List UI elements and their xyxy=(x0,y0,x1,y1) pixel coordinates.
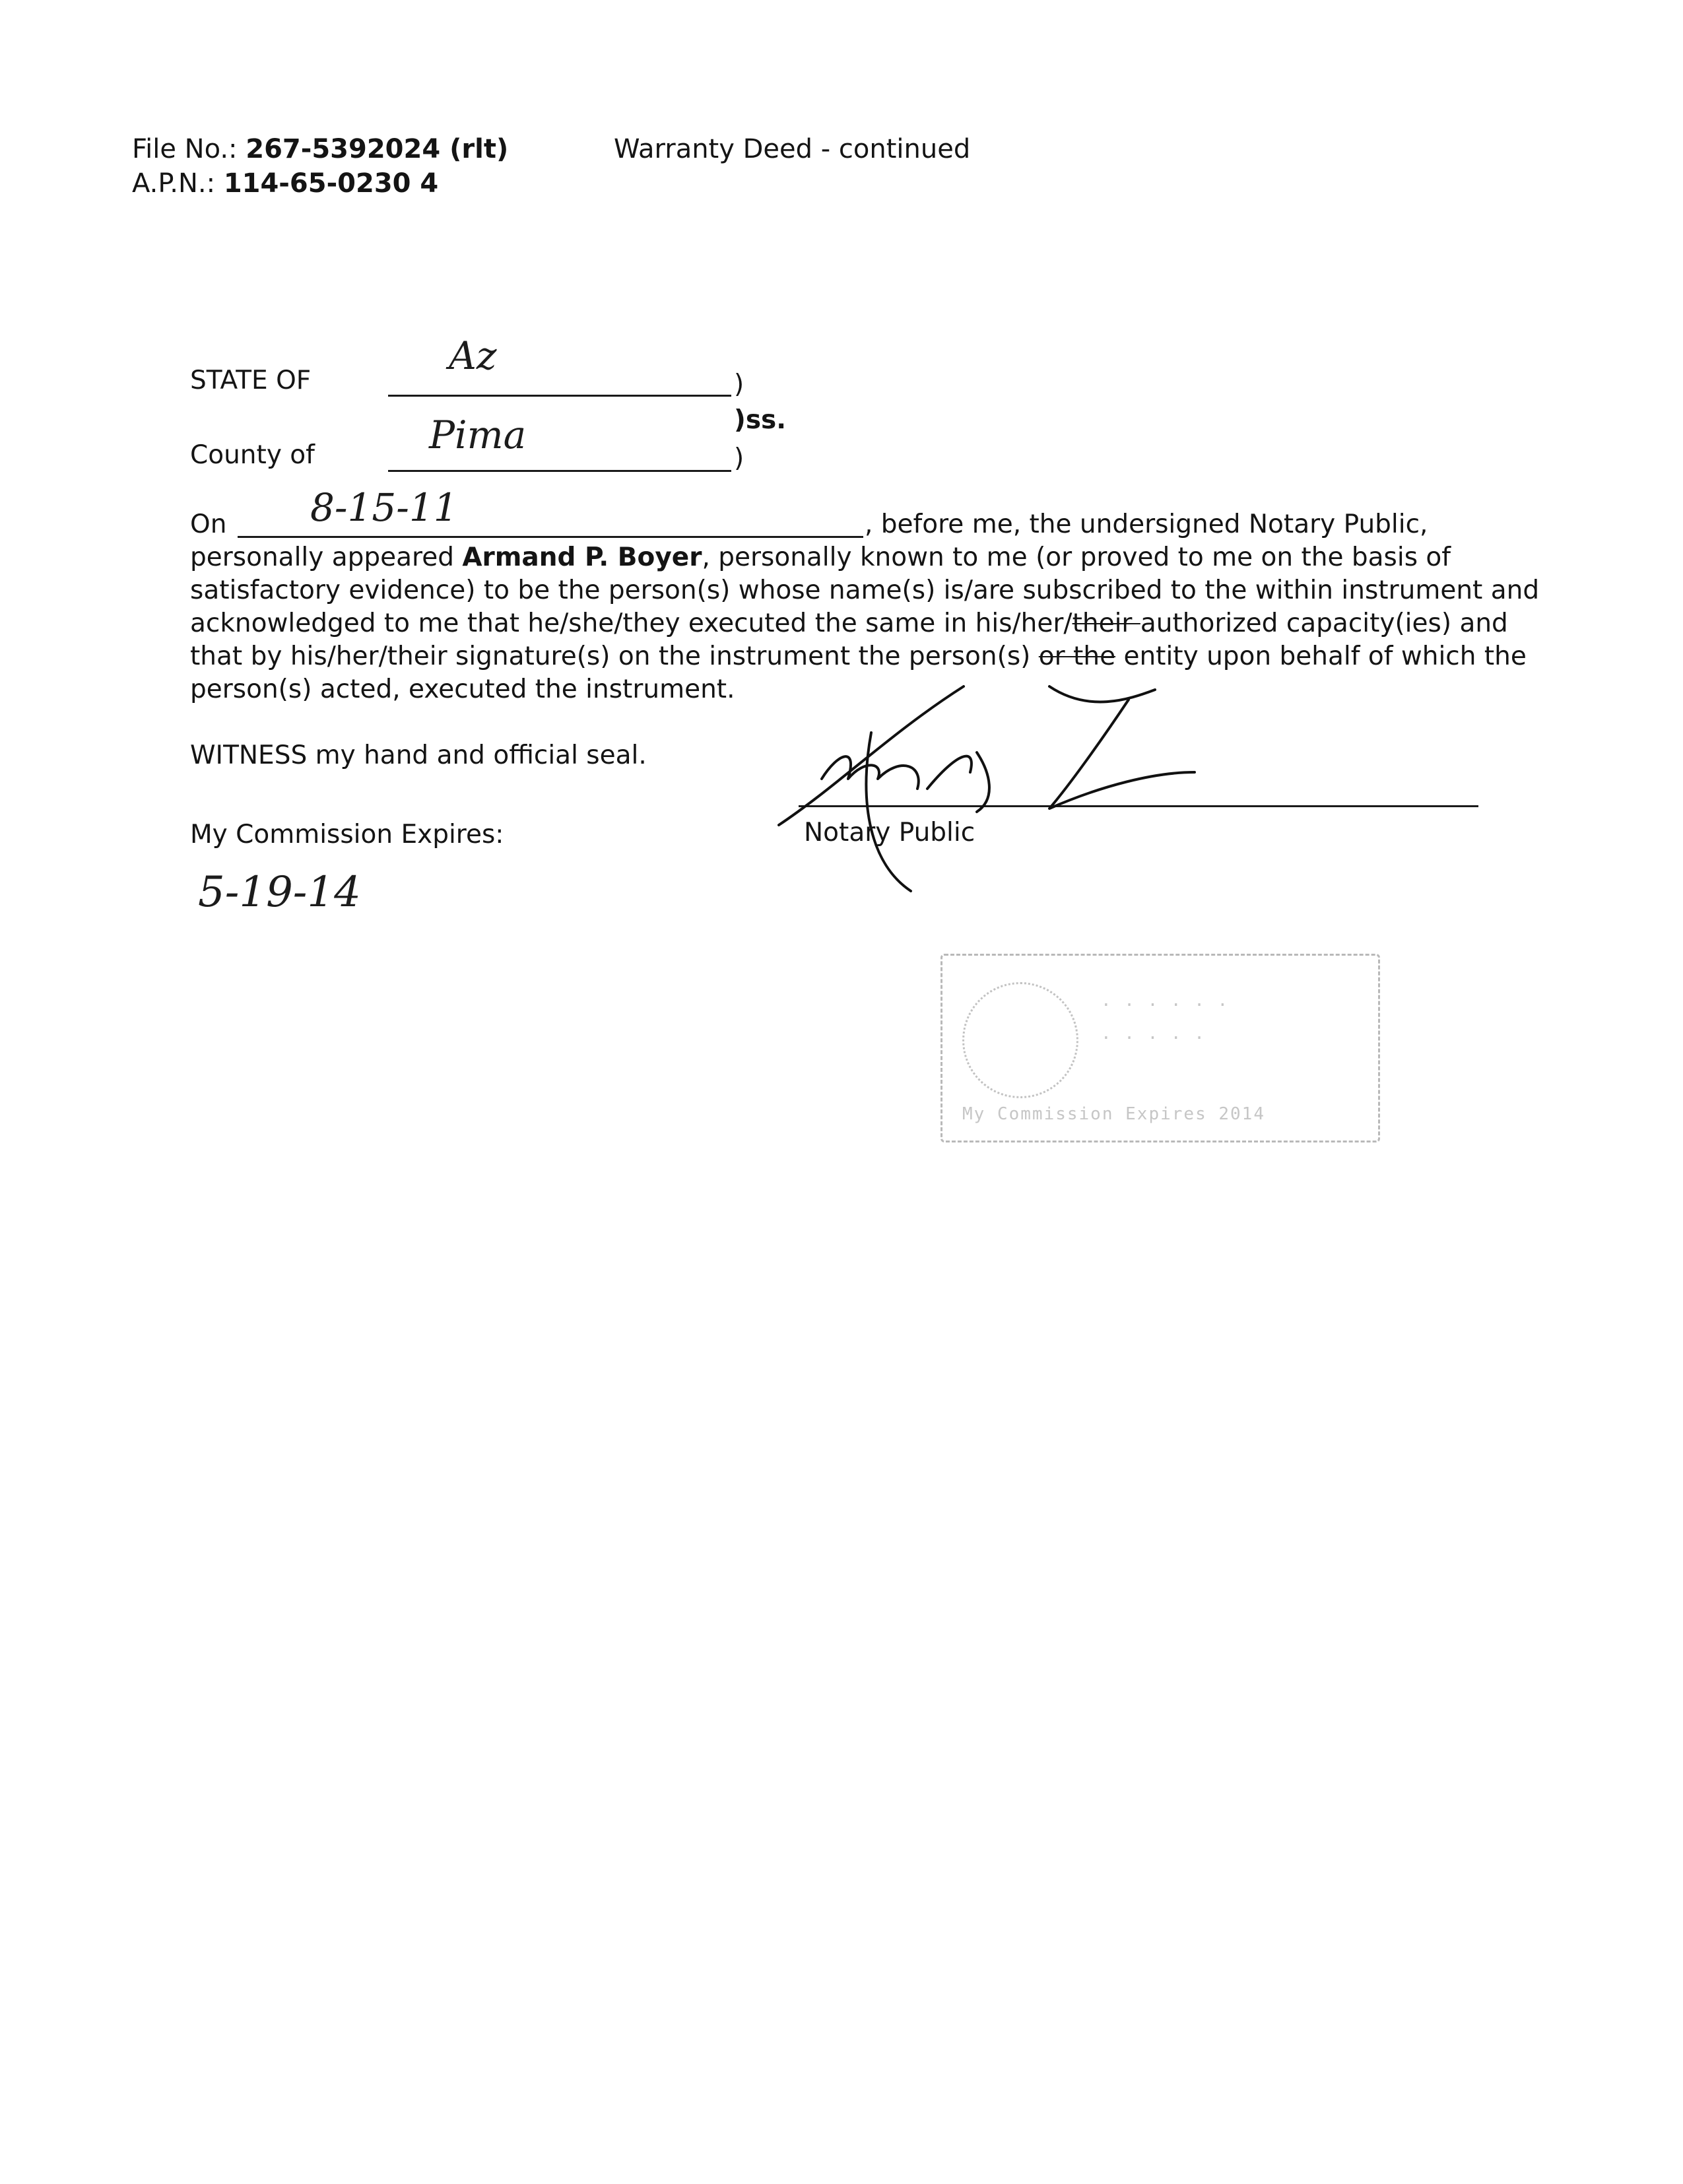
ss-mark: )ss. xyxy=(734,405,787,435)
ack-line-4: acknowledged to me that he/she/they executed the same in his/her/their authorized capacity(ies) and xyxy=(190,609,1508,638)
file-number-line xyxy=(132,132,508,166)
state-paren: ) xyxy=(734,370,744,399)
ack-line-2: personally appeared Armand P. Boyer, personally known to me (or proved to me on the basis of xyxy=(190,543,1451,572)
seal-commission-text: My Commission Expires 2014 xyxy=(962,1104,1265,1124)
apn-line xyxy=(132,166,438,201)
seal-faded-text: · · · · · · xyxy=(1101,995,1230,1015)
ack-line-3: satisfactory evidence) to be the person(s) whose name(s) is/are subscribed to the within instrument and xyxy=(190,576,1540,605)
on-label: On xyxy=(190,510,227,539)
document-title: Warranty Deed - continued xyxy=(614,134,971,164)
ack-line-1: , before me, the undersigned Notary Public, xyxy=(865,510,1428,539)
ack-line-6: person(s) acted, executed the instrument. xyxy=(190,675,735,704)
seal-faded-text: · · · · · xyxy=(1101,1028,1206,1048)
state-underline xyxy=(388,395,731,397)
county-paren: ) xyxy=(734,444,744,473)
apn-value: 114-65-0230 4 xyxy=(223,168,439,199)
seal-emblem xyxy=(962,982,1078,1098)
notary-public-label: Notary Public xyxy=(804,818,975,847)
struck-text: their xyxy=(1072,609,1140,638)
commission-expires-label: My Commission Expires: xyxy=(190,820,504,849)
file-number-value: 267-5392024 (rlt) xyxy=(246,134,509,164)
ack-line-5: that by his/her/their signature(s) on the instrument the person(s) or the entity upon behalf of which the xyxy=(190,642,1527,671)
county-handwritten-value: Pima xyxy=(429,413,527,457)
appearing-party-name: Armand P. Boyer xyxy=(462,543,702,572)
commission-expires-handwritten-value: 5-19-14 xyxy=(198,868,361,917)
file-number-label: File No.: xyxy=(132,134,238,164)
notary-seal-stamp xyxy=(940,954,1380,1142)
struck-text: or the xyxy=(1038,642,1116,671)
state-handwritten-value: Az xyxy=(449,333,497,378)
date-handwritten-value: 8-15-11 xyxy=(310,485,458,530)
county-underline xyxy=(388,470,731,472)
county-label: County of xyxy=(190,440,315,470)
apn-label: A.P.N.: xyxy=(132,168,216,199)
state-label: STATE OF xyxy=(190,366,312,395)
notary-signature xyxy=(759,673,1353,911)
witness-statement: WITNESS my hand and official seal. xyxy=(190,741,647,770)
